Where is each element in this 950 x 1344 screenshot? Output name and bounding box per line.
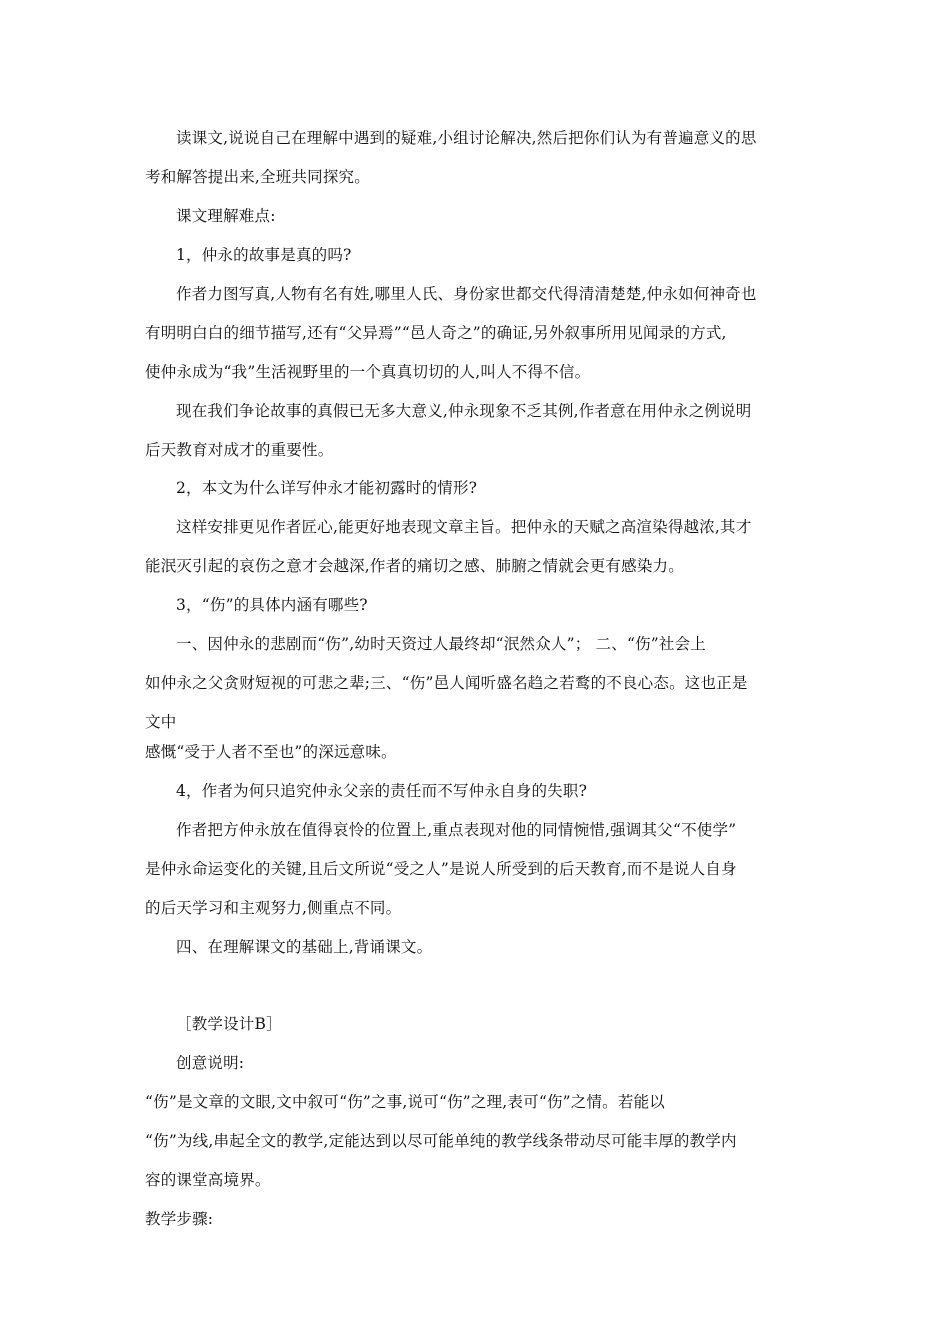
paragraph-line: 一、因仲永的悲剧而“伤”,幼时天资过人最终却“泯然众人”； 二、“伤”社会上 bbox=[176, 635, 707, 653]
paragraph-line: 文中 bbox=[145, 713, 177, 731]
paragraph-line: 后天教育对成才的重要性。 bbox=[145, 441, 334, 459]
section-heading: ［教学设计B］ bbox=[176, 1015, 282, 1033]
paragraph-line: 作者把方仲永放在值得哀怜的位置上,重点表现对他的同情惋惜,强调其父“不使学” bbox=[176, 821, 737, 839]
question-heading: 1，仲永的故事是真的吗? bbox=[176, 246, 352, 264]
paragraph-line: 感慨“受于人者不至也”的深远意味。 bbox=[145, 743, 397, 761]
paragraph-line: 这样安排更见作者匠心,能更好地表现文章主旨。把仲永的天赋之高渲染得越浓,其才 bbox=[176, 518, 752, 536]
paragraph-line: 四、在理解课文的基础上,背诵课文。 bbox=[176, 938, 433, 956]
paragraph-line: 如仲永之父贪财短视的可悲之辈;三、“伤”邑人闻听盛名趋之若鹜的不良心态。这也正是 bbox=[145, 674, 748, 692]
paragraph-line: 现在我们争论故事的真假已无多大意义,仲永现象不乏其例,作者意在用仲永之例说明 bbox=[176, 402, 752, 420]
section-heading: 教学步骤: bbox=[145, 1210, 214, 1228]
section-heading: 创意说明: bbox=[176, 1054, 245, 1072]
paragraph-line: 作者力图写真,人物有名有姓,哪里人氏、身份家世都交代得清清楚楚,仲永如何神奇也 bbox=[176, 285, 757, 303]
paragraph-line: 考和解答提出来,全班共同探究。 bbox=[145, 168, 370, 186]
question-heading: 2，本文为什么详写仲永才能初露时的情形? bbox=[176, 479, 478, 497]
paragraph-line: 使仲永成为“我”生活视野里的一个真真切切的人,叫人不得不信。 bbox=[145, 363, 591, 381]
paragraph-line: 读课文,说说自己在理解中遇到的疑难,小组讨论解决,然后把你们认为有普遍意义的思 bbox=[176, 129, 757, 147]
paragraph-line: 的后天学习和主观努力,侧重点不同。 bbox=[145, 899, 402, 917]
paragraph-line: 能泯灭引起的哀伤之意才会越深,作者的痛切之感、肺腑之情就会更有感染力。 bbox=[145, 557, 684, 575]
paragraph-line: “伤”为线,串起全文的教学,定能达到以尽可能单纯的教学线条带动尽可能丰厚的教学内 bbox=[145, 1132, 737, 1150]
paragraph-line: 有明明白白的细节描写,还有“父异焉”“邑人奇之”的确证,另外叙事所用见闻录的方式, bbox=[145, 324, 727, 342]
paragraph-line: 容的课堂高境界。 bbox=[145, 1171, 271, 1189]
question-heading: 3，“伤”的具体内涵有哪些? bbox=[176, 596, 368, 614]
question-heading: 4，作者为何只追究仲永父亲的责任而不写仲永自身的失职? bbox=[176, 782, 588, 800]
paragraph-line: “伤”是文章的文眼,文中叙可“伤”之事,说可“伤”之理,表可“伤”之情。若能以 bbox=[145, 1093, 665, 1111]
paragraph-line: 是仲永命运变化的关键,且后文所说“受之人”是说人所受到的后天教育,而不是说人自身 bbox=[145, 860, 737, 878]
section-heading: 课文理解难点: bbox=[176, 207, 276, 225]
